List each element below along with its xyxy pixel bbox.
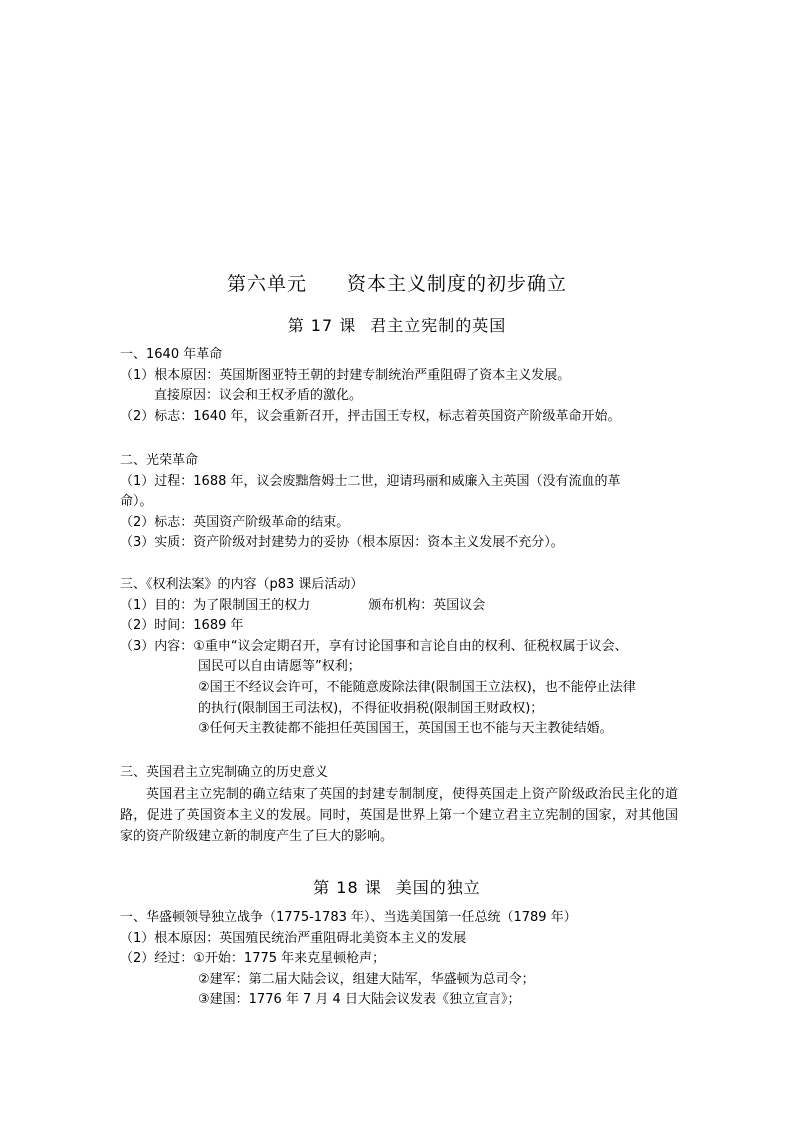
- list-item-continued: 命）。: [120, 494, 153, 510]
- section-heading: 三、英国君主立宪制确立的历史意义: [120, 765, 329, 780]
- list-item: ②建军：第二届大陆会议，组建大陆军，华盛顿为总司令；: [198, 971, 535, 987]
- section-heading: 三、《权利法案》的内容（p83 课后活动）: [120, 577, 364, 592]
- list-item-continued: 的执行(限制国王司法权)，不得征收捐税(限制国王财政权)；: [198, 700, 544, 716]
- section-1640-revolution: [120, 345, 680, 427]
- purpose-text: （1）目的：为了限制国王的权力: [120, 597, 311, 613]
- list-item: ③任何天主教徒都不能担任英国国王，英国国王也不能与天主教徒结婚。: [198, 721, 613, 737]
- section-heading: 一、华盛顿领导独立战争（1775-1783 年）、当选美国第一任总统（1789 年）: [120, 910, 577, 925]
- section-significance-body: [120, 784, 678, 847]
- lesson-18-title: [0, 876, 794, 900]
- list-item: （2）时间：1689 年: [120, 618, 244, 634]
- list-item: （3）实质：资产阶级对封建势力的妥协（根本原因：资本主义发展不充分）。: [120, 535, 564, 551]
- section-glorious-revolution: [120, 451, 680, 554]
- lesson-18-number: 第 18 课: [313, 878, 382, 897]
- issuing-body-text: 颁布机构：英国议会: [368, 597, 486, 613]
- list-item: （1）根本原因：英国殖民统治严重阻碍北美资本主义的发展: [120, 930, 467, 946]
- list-item: （2）经过：①开始：1775 年来克星顿枪声；: [120, 951, 386, 967]
- list-item-continued: 国民可以自由请愿等”权利；: [198, 659, 361, 675]
- section-independence-war: [120, 908, 680, 1011]
- section-significance-heading: [120, 763, 680, 784]
- unit-title: [0, 270, 794, 298]
- paragraph: 英国君主立宪制的确立结束了英国的封建专制制度，使得英国走上资产阶级政治民主化的道路，促进了英国资本主义的发展。同时，英国是世界上第一个建立君主立宪制的国家，对其他国家的资产阶级建立新的制度产生了巨大的影响。: [120, 787, 678, 844]
- lesson-17-name: 君主立宪制的英国: [370, 316, 507, 335]
- list-item: （1）根本原因：英国斯图亚特王朝的封建专制统治严重阻碍了资本主义发展。: [120, 367, 571, 383]
- list-item: ③建国：1776 年 7 月 4 日大陆会议发表《独立宣言》；: [198, 992, 521, 1008]
- unit-label: 第六单元: [226, 273, 307, 295]
- list-item: ②国王不经议会许可，不能随意废除法律(限制国王立法权)，也不能停止法律: [198, 679, 636, 695]
- list-item: （2）标志：1640 年，议会重新召开，抨击国王专权，标志着英国资产阶级革命开始。: [120, 408, 621, 424]
- list-item: （2）标志：英国资产阶级革命的结束。: [120, 514, 350, 530]
- list-item: 直接原因：议会和王权矛盾的激化。: [154, 388, 363, 404]
- section-heading: 一、1640 年革命: [120, 347, 223, 362]
- unit-name: 资本主义制度的初步确立: [347, 273, 568, 295]
- section-heading: 二、光荣革命: [120, 453, 199, 468]
- lesson-17-title: [0, 314, 794, 338]
- list-item: （3）内容：①重申“议会定期召开，享有讨论国事和言论自由的权利、征税权属于议会、: [120, 638, 628, 654]
- list-item: [120, 596, 680, 617]
- lesson-17-number: 第 17 课: [287, 316, 357, 335]
- list-item: （1）过程：1688 年，议会废黜詹姆士二世，迎请玛丽和威廉入主英国（没有流血的革: [120, 473, 621, 489]
- lesson-18-name: 美国的独立: [395, 878, 481, 897]
- section-bill-of-rights: [120, 575, 680, 740]
